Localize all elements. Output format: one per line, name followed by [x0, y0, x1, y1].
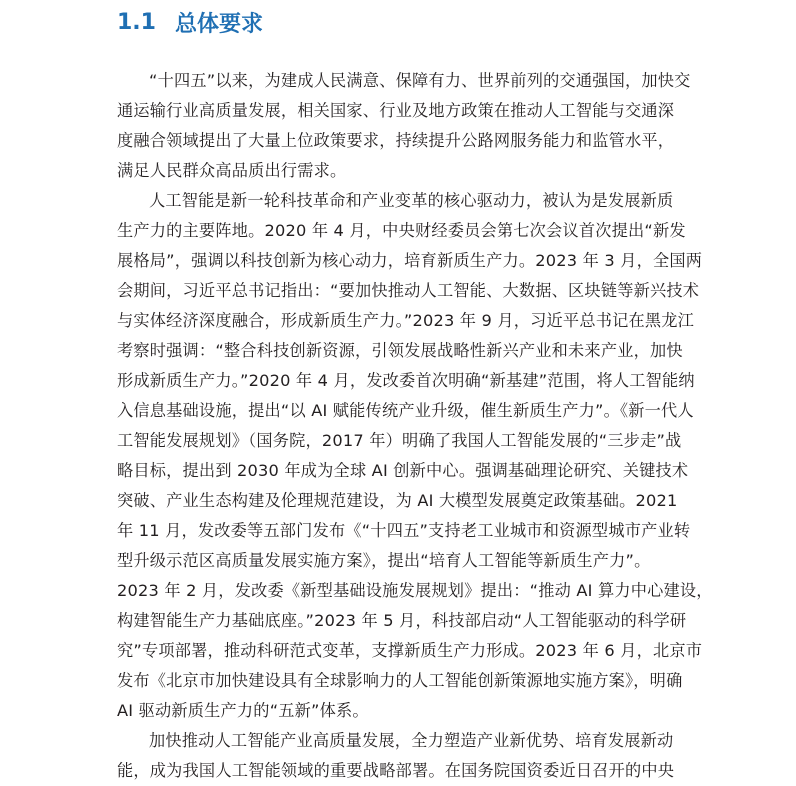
text-line: 型升级示范区高质量发展实施方案》，提出“培育人工智能等新质生产力”。: [117, 551, 651, 570]
text-line: 展格局”，强调以科技创新为核心动力，培育新质生产力。2023 年 3 月，全国两: [117, 251, 703, 270]
text-line: 略目标，提出到 2030 年成为全球 AI 创新中心。强调基础理论研究、关键技术: [117, 461, 689, 480]
text-line: 形成新质生产力。”2020 年 4 月，发改委首次明确“新基建”范围，将人工智能纳: [117, 371, 695, 390]
text-line: 2023 年 2 月，发改委《新型基础设施发展规划》提出：“推动 AI 算力中心建设，: [117, 581, 713, 600]
text-line: 人工智能是新一轮科技革命和产业变革的核心驱动力，被认为是发展新质: [149, 191, 674, 210]
text-line: 与实体经济深度融合，形成新质生产力。”2023 年 9 月，习近平总书记在黑龙江: [117, 311, 695, 330]
text-line: 满足人民群众高品质出行需求。: [117, 161, 347, 180]
text-line: 加快推动人工智能产业高质量发展，全力塑造产业新优势、培育发展新动: [149, 731, 674, 750]
section-heading: [117, 6, 263, 38]
text-line: 通运输行业高质量发展，相关国家、行业及地方政策在推动人工智能与交通深: [117, 101, 675, 120]
text-line: 突破、产业生态构建及伦理规范建设，为 AI 大模型发展奠定政策基础。2021: [117, 491, 678, 510]
text-line: 生产力的主要阵地。2020 年 4 月，中央财经委员会第七次会议首次提出“新发: [117, 221, 686, 240]
text-line: 构建智能生产力基础底座。”2023 年 5 月，科技部启动“人工智能驱动的科学研: [117, 611, 687, 630]
text-line: 考察时强调：“整合科技创新资源，引领发展战略性新兴产业和未来产业，加快: [117, 341, 683, 360]
text-line: 究”专项部署，推动科研范式变革，支撑新质生产力形成。2023 年 6 月，北京市: [117, 641, 703, 660]
text-line: “十四五”以来，为建成人民满意、保障有力、世界前列的交通强国，加快交: [149, 71, 691, 90]
text-line: 度融合领域提出了大量上位政策要求，持续提升公路网服务能力和监管水平，: [117, 131, 675, 150]
text-line: 工智能发展规划》（国务院，2017 年）明确了我国人工智能发展的“三步走”战: [117, 431, 682, 450]
text-line: 入信息基础设施，提出“以 AI 赋能传统产业升级，催生新质生产力”。《新一代人: [117, 401, 694, 420]
text-line: 会期间，习近平总书记指出：“要加快推动人工智能、大数据、区块链等新兴技术: [117, 281, 700, 300]
text-line: 年 11 月，发改委等五部门发布《“十四五”支持老工业城市和资源型城市产业转: [117, 521, 691, 540]
text-line: 能，成为我国人工智能领域的重要战略部署。在国务院国资委近日召开的中央: [117, 761, 675, 780]
text-line: AI 驱动新质生产力的“五新”体系。: [117, 701, 369, 720]
section-title: 总体要求: [175, 11, 264, 37]
text-line: 发布《北京市加快建设具有全球影响力的人工智能创新策源地实施方案》，明确: [117, 671, 683, 690]
section-number: 1.1: [117, 9, 156, 35]
